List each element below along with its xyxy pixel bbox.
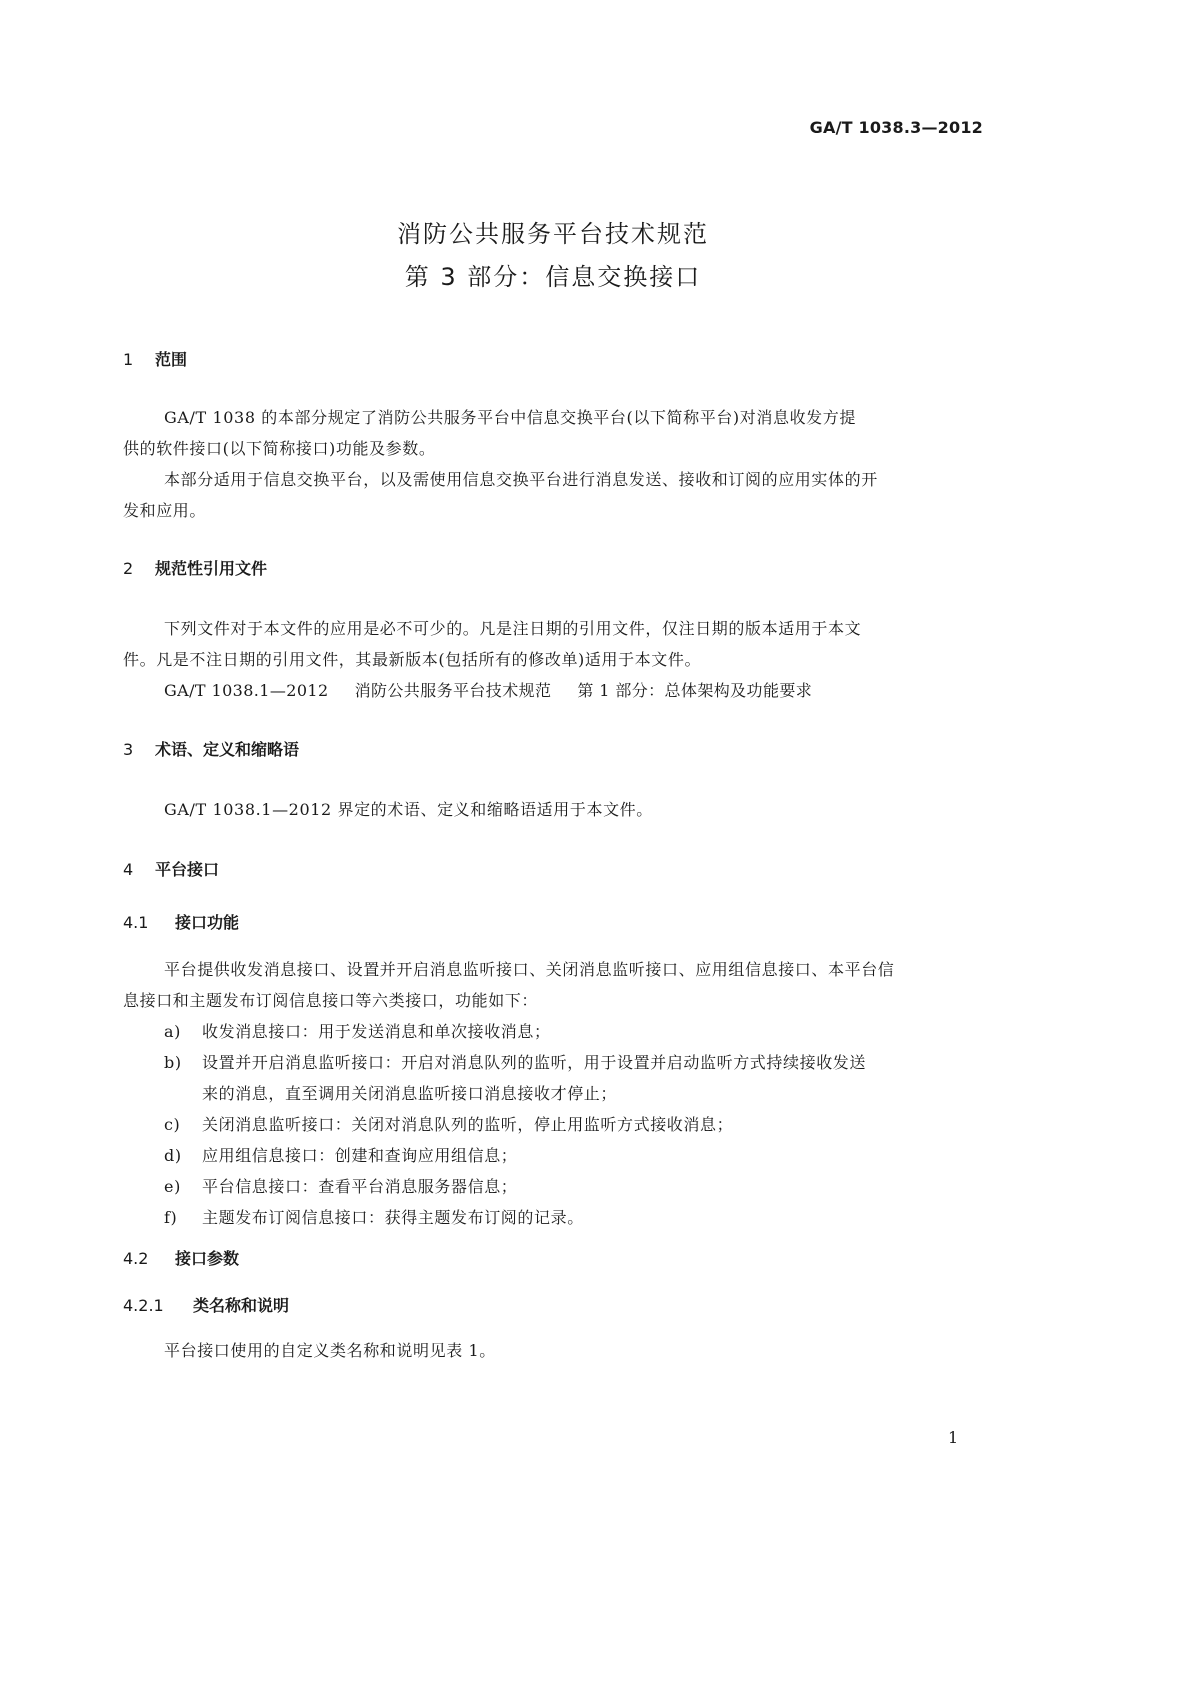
section-4-2-heading xyxy=(123,1246,239,1269)
paragraph-line: 件。凡是不注日期的引用文件，其最新版本(包括所有的修改单)适用于本文件。 xyxy=(123,650,702,669)
paragraph-line: 平台提供收发消息接口、设置并开启消息监听接口、关闭消息监听接口、应用组信息接口、本平台信 xyxy=(164,960,895,979)
section-number: 4.2 xyxy=(123,1249,149,1268)
list-item-text: 设置并开启消息监听接口：开启对消息队列的监听，用于设置并启动监听方式持续接收发送 xyxy=(202,1053,867,1072)
reference-title: 消防公共服务平台技术规范 xyxy=(354,681,552,700)
list-item xyxy=(164,1205,584,1228)
document-subtitle: 第 3 部分：信息交换接口 xyxy=(404,263,702,291)
section-title: 类名称和说明 xyxy=(193,1296,290,1315)
section-title: 平台接口 xyxy=(155,860,220,879)
page-number: 1 xyxy=(948,1428,959,1447)
list-item-text: 应用组信息接口：创建和查询应用组信息； xyxy=(202,1146,518,1165)
section-number: 1 xyxy=(123,350,134,369)
list-marker: f) xyxy=(164,1208,178,1227)
section-title: 接口功能 xyxy=(175,913,240,932)
section-title: 范围 xyxy=(155,350,188,369)
paragraph-line: 下列文件对于本文件的应用是必不可少的。凡是注日期的引用文件，仅注日期的版本适用于本文 xyxy=(164,619,862,638)
paragraph-line: 供的软件接口(以下简称接口)功能及参数。 xyxy=(123,439,436,458)
section-4-heading xyxy=(123,857,219,880)
list-item-text: 平台信息接口：查看平台消息服务器信息； xyxy=(202,1177,518,1196)
list-item-text: 关闭消息监听接口：关闭对消息队列的监听，停止用监听方式接收消息； xyxy=(202,1115,734,1134)
list-item-continuation: 来的消息，直至调用关闭消息监听接口消息接收才停止； xyxy=(202,1084,618,1103)
section-title: 规范性引用文件 xyxy=(155,559,268,578)
list-item xyxy=(164,1174,517,1197)
list-item xyxy=(164,1112,733,1135)
paragraph-line: GA/T 1038 的本部分规定了消防公共服务平台中信息交换平台(以下简称平台)对消息收发方提 xyxy=(164,408,856,427)
section-title: 接口参数 xyxy=(175,1249,240,1268)
section-number: 2 xyxy=(123,559,134,578)
document-id: GA/T 1038.3—2012 xyxy=(809,118,983,137)
paragraph-line: 本部分适用于信息交换平台，以及需使用信息交换平台进行消息发送、接收和订阅的应用实体的开 xyxy=(164,470,878,489)
normative-reference xyxy=(164,678,812,701)
list-item xyxy=(164,1050,866,1073)
section-title: 术语、定义和缩略语 xyxy=(155,740,300,759)
section-1-heading xyxy=(123,347,187,370)
section-3-heading xyxy=(123,737,299,760)
list-marker: d) xyxy=(164,1146,182,1165)
section-number: 4.1 xyxy=(123,913,149,932)
list-marker: c) xyxy=(164,1115,181,1134)
section-number: 4 xyxy=(123,860,134,879)
list-marker: b) xyxy=(164,1053,182,1072)
paragraph-line: 发和应用。 xyxy=(123,501,207,520)
list-item xyxy=(164,1143,517,1166)
section-number: 4.2.1 xyxy=(123,1296,164,1315)
reference-code: GA/T 1038.1—2012 xyxy=(164,681,329,700)
paragraph-line: 息接口和主题发布订阅信息接口等六类接口，功能如下： xyxy=(123,991,539,1010)
list-item-text: 收发消息接口：用于发送消息和单次接收消息； xyxy=(202,1022,551,1041)
section-number: 3 xyxy=(123,740,134,759)
section-4-2-1-heading xyxy=(123,1293,289,1316)
section-4-1-heading xyxy=(123,910,239,933)
list-item xyxy=(164,1019,551,1042)
paragraph-line: GA/T 1038.1—2012 界定的术语、定义和缩略语适用于本文件。 xyxy=(164,800,653,819)
reference-part: 第 1 部分：总体架构及功能要求 xyxy=(577,681,813,700)
section-2-heading xyxy=(123,556,267,579)
document-title: 消防公共服务平台技术规范 xyxy=(397,220,709,248)
list-marker: a) xyxy=(164,1022,181,1041)
list-marker: e) xyxy=(164,1177,181,1196)
list-item-text: 主题发布订阅信息接口：获得主题发布订阅的记录。 xyxy=(202,1208,584,1227)
paragraph-line: 平台接口使用的自定义类名称和说明见表 1。 xyxy=(164,1341,496,1360)
